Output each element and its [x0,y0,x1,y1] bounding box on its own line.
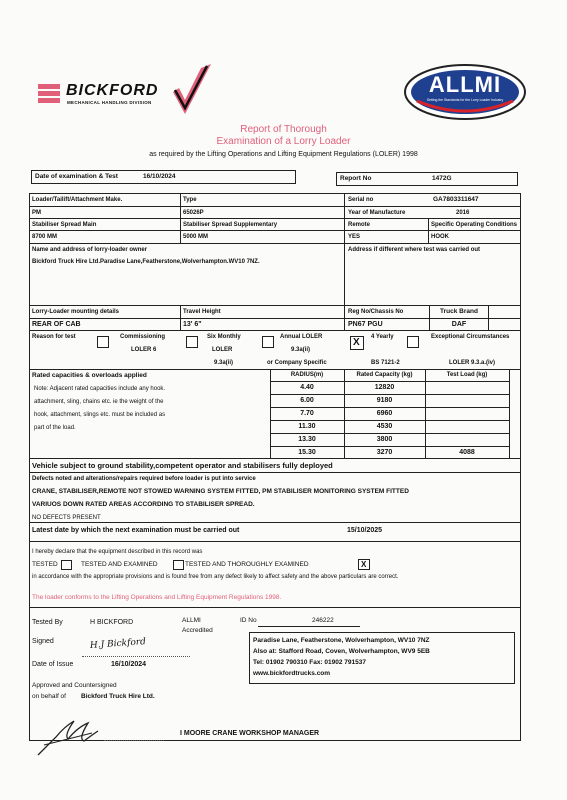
defects-line-3: NO DEFECTS PRESENT [32,515,101,521]
capacity-table [270,369,510,458]
six-monthly-label-3: 9.3a(ii) [214,360,234,366]
remote-label: Remote [348,222,371,228]
table-row [270,381,510,394]
contact-line-3: Tel: 01902 790310 Fax: 01902 791537 [253,659,366,666]
make-value: PM [32,210,41,216]
remote-value: YES [348,234,361,240]
signed-label: Signed [32,638,54,645]
declaration-tested-thoroughly: TESTED AND THOROUGHLY EXAMINED [185,561,309,568]
radius-cell: 6.00 [300,397,314,404]
height-label: Travel Height [183,309,221,315]
declaration-tested-examined: TESTED AND EXAMINED [81,561,158,568]
manager-name: I MOORE CRANE WORKSHOP MANAGER [180,730,320,737]
table-row [270,394,510,407]
annual-label-2: 9.3a(ii) [291,347,311,353]
four-yearly-label-2: BS 7121-2 [371,360,400,366]
bickford-logo [38,62,213,117]
declaration-line-1: I hereby declare that the equipment described in this record was [32,549,203,555]
four-yearly-label-1: 4 Yearly [371,334,394,340]
report-value: 1472G [432,175,452,182]
annual-label-1: Annual LOLER [280,334,323,340]
radius-cell: 7.70 [300,410,314,417]
defects-line-1: CRANE, STABILISER,REMOTE NOT STOWED WARNING SYSTEM FITTED, PM STABILISER MONITORING SYSTEM FITTED [32,488,409,495]
brand-value: DAF [451,321,467,328]
approved-line-2: on behalf of [32,693,66,700]
declaration-tested: TESTED [32,561,58,568]
annual-label-3: or Company Specific [267,360,327,366]
height-value: 13' 6" [183,321,202,328]
owner-label: Name and address of lorry-loader owner [32,247,148,253]
type-value: 65026P [183,210,204,216]
test-load-cell: 4088 [459,449,475,456]
capacities-note-2: attachment, sling, chains etc. ie the weight of the [34,399,164,405]
col-capacity-header: Rated Capacity (kg) [356,372,413,378]
signature: H.J Bickford [89,637,147,651]
contact-line-1: Paradise Lane, Featherstone, Wolverhampton, WV10 7NZ [253,637,430,644]
checkmark-icon [171,62,213,117]
title-line-2: Examination of a Lorry Loader [216,136,351,147]
allmi-tagline: Setting the Standards for the Lorry Loader Industry [426,98,504,102]
capacity-cell: 3270 [376,449,393,456]
spread-main-value: 8700 MM [32,234,58,240]
tested-checkbox[interactable] [61,560,72,570]
title-line-3: as required by the Lifting Operations and Lifting Equipment Regulations (LOLER) 1998 [149,151,418,158]
year-label: Year of Manufacture [348,210,406,216]
approved-line-1: Approved and Countersigned [32,682,117,689]
allmi-label-2: Accredited [182,627,213,634]
radius-cell: 11.30 [298,423,316,430]
spread-main-label: Stabiliser Spread Main [32,222,97,228]
reason-label: Reason for test [32,334,76,340]
capacities-note-3: hook, attachment, slings etc. must be included as [34,412,166,418]
table-row [270,407,510,420]
bickford-subtitle: MECHANICAL HANDLING DIVISION [67,100,152,105]
conditions-value: HOOK [431,234,449,240]
defects-label: Defects noted and alterations/repairs required before loader is put into service [32,476,256,482]
date-label: Date of examination & Test [35,173,118,180]
capacities-note-1: Note: Adjacent rated capacities include any hook. [34,386,166,392]
six-monthly-checkbox[interactable] [186,336,198,348]
commissioning-label-1: Commissioning [120,334,166,340]
commissioning-checkbox[interactable] [97,336,109,348]
capacity-cell: 12820 [374,384,395,391]
radius-cell: 13.30 [298,436,316,443]
approved-company: Bickford Truck Hire Ltd. [81,693,155,700]
conditions-label: Specific Operating Conditions [431,222,518,228]
capacity-cell: 3800 [376,436,393,443]
col-test-header: Test Load (kg) [446,372,488,378]
date-value: 16/10/2024 [143,173,176,180]
title-line-1: Report of Thorough [240,124,327,135]
exceptional-label-1: Exceptional Circumstances [431,334,510,340]
issue-label: Date of Issue [32,661,74,668]
contact-line-2: Also at: Stafford Road, Coven, Wolverhampton, WV9 5EB [253,648,430,655]
reg-label: Reg No/Chassis No [348,309,404,315]
allmi-wordmark: ALLMI [428,72,502,97]
tested-by-label: Tested By [32,619,63,626]
tested-by-value: H BICKFORD [90,619,134,626]
brand-label: Truck Brand [440,308,478,315]
table-row [270,420,510,433]
spread-supp-value: 5000 MM [183,234,209,240]
issue-value: 16/10/2024 [111,661,147,668]
alt-address-label: Address if different where test was carried out [348,247,481,253]
logo-stripes [38,84,60,104]
exceptional-label-2: LOLER 9.3.a.(iv) [449,360,496,366]
col-radius-header: RADIUS(m) [290,372,324,378]
capacity-cell: 6960 [376,410,393,417]
four-yearly-mark: X [353,337,360,348]
id-label: ID No [240,617,257,624]
allmi-logo [403,63,527,121]
countersignature-icon [34,715,104,760]
owner-value: Bickford Truck Hire Ltd.Paradise Lane,Featherstone,Wolverhampton.WV10 7NZ. [32,259,260,265]
id-value: 246222 [312,617,334,624]
mounting-label: Lorry-Loader mounting details [32,309,120,315]
defects-line-2: VARIUOS DOWN RATED AREAS ACCORDING TO STABILISER SPREAD. [32,501,255,508]
next-exam-label: Latest date by which the next examination must be carried out [32,527,240,534]
table-row [270,433,510,446]
spread-supp-label: Stabiliser Spread Supplementary [183,222,278,228]
exceptional-checkbox[interactable] [407,336,419,348]
table-row [270,446,510,458]
stability-statement: Vehicle subject to ground stability,competent operator and stabilisers fully deployed [32,461,333,470]
serial-value: GA7803311647 [433,196,479,203]
mounting-value: REAR OF CAB [32,321,81,328]
six-monthly-label-1: Six Monthly [207,334,241,340]
contact-line-4: www.bickfordtrucks.com [253,670,331,677]
make-label: Loader/Tailift/Attachment Make. [32,197,123,203]
reg-value: PN67 PGU [348,321,383,328]
report-label: Report No [340,175,372,182]
six-monthly-label-2: LOLER [212,347,233,353]
serial-label: Serial no [348,197,374,203]
capacities-note-4: part of the load. [34,425,76,431]
year-value: 2016 [456,210,470,216]
allmi-label-1: ALLMI [182,617,201,624]
tested-thoroughly-mark: X [361,560,367,569]
bickford-wordmark: BICKFORD [66,82,159,99]
type-label: Type [183,197,197,203]
tested-examined-checkbox[interactable] [173,560,184,570]
capacity-cell: 4530 [376,423,393,430]
next-exam-date: 15/10/2025 [347,527,383,534]
radius-cell: 15.30 [298,449,316,456]
conformity-statement: The loader conforms to the Lifting Operations and Lifting Equipment Regulations 1998. [32,594,282,601]
annual-checkbox[interactable] [262,336,274,348]
capacities-label: Rated capacities & overloads applied [32,372,147,379]
radius-cell: 4.40 [300,384,314,391]
commissioning-label-2: LOLER 6 [131,347,157,353]
capacity-cell: 9180 [376,397,393,404]
declaration-line-3: in accordance with the appropriate provisions and is found free from any defect likely to affect safety and the above particulars are correct. [32,574,399,580]
